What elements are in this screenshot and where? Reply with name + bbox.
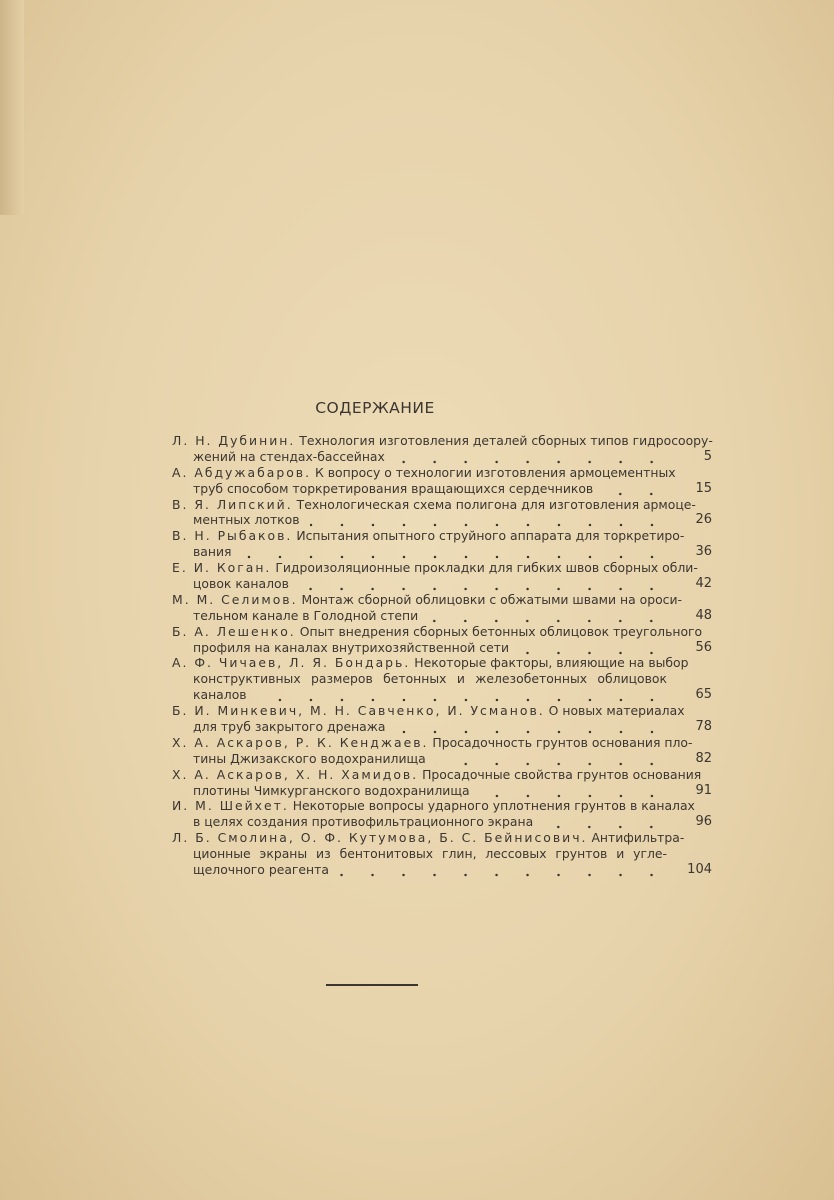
entry-title-text: Просадочность грунтов основания пло- [432,734,693,750]
entry-author: Б. А. Лешенко. [172,623,296,639]
entry-page-number: 26 [695,512,712,528]
entry-page-number: 5 [703,448,712,464]
toc-entry [172,624,712,656]
entry-title-text: О новых материалах [548,703,685,719]
entry-author: Л. Н. Дубинин. [172,433,296,448]
toc-entry-line [172,464,676,481]
entry-author: Х. А. Аскаров, Р. К. Кенджаев. [172,734,429,750]
toc-entry-line [172,734,693,751]
entry-title-text: Просадочные свойства грунтов основания [422,766,702,782]
toc-entry-line [193,671,667,687]
entry-page-number: 91 [695,782,712,798]
dot-leader [436,751,667,767]
entry-title-text: в целях создания противофильтрационного экрана [193,814,534,830]
entry-author: Б. И. Минкевич, М. Н. Савченко, И. Усманов. [172,703,545,719]
entry-title-text: Некоторые вопросы ударного уплотнения грунтов в каналах [292,798,695,814]
toc-entry-line [193,751,667,767]
entry-page-number: 36 [695,544,712,560]
entry-author: А. Абдужабаров. [172,464,312,480]
entry-title-text: ционные экраны из бентонитовых глин, лессовых грунтов и угле- [193,846,667,862]
toc-entry [172,497,712,529]
toc-entry-line [172,591,682,608]
toc-entry [172,798,712,830]
toc-entry [172,560,712,592]
toc-entry-line [193,481,667,497]
entry-title-text: К вопросу о технологии изготовления армоцементных [315,464,676,480]
dot-leader [519,640,667,656]
dot-leader [242,544,667,560]
entry-title-text: Антифильтра- [591,830,685,846]
dot-leader [543,814,667,830]
entry-page-number: 82 [695,750,712,766]
dot-leader [310,512,667,528]
entry-page-number: 65 [695,687,712,703]
toc-entry-line [193,719,667,735]
table-of-contents [172,433,712,878]
entry-page-number: 96 [695,814,712,830]
entry-page-number: 78 [695,719,712,735]
toc-entry-line [172,655,689,671]
toc-entry-line [193,862,667,878]
entry-title-text: цовок каналов [193,576,289,592]
entry-title-text: щелочного реагента [193,862,329,878]
toc-entry-line [172,830,685,846]
entry-title-text: Монтаж сборной облицовки с обжатыми швами на ороси- [301,591,682,607]
entry-author: В. Я. Липский. [172,496,293,512]
entry-title-text: плотины Чимкурганского водохранилища [193,782,470,798]
entry-title-text: Технологическая схема полигона для изготовления армоце- [296,496,696,512]
toc-entry-line [193,544,667,560]
entry-author: Л. Б. Смолина, О. Ф. Кутумова, Б. С. Бейнисович. [172,830,588,846]
toc-entry-line [193,576,667,592]
toc-entry-line [193,449,667,465]
entry-title-text: Технология изготовления деталей сборных типов гидросоору- [299,433,713,448]
entry-page-number: 15 [695,480,712,496]
dot-leader [428,608,667,624]
toc-entry-line [172,433,713,449]
toc-entry-line [193,846,667,862]
page-edge-shadow [0,0,24,215]
entry-title-text: каналов [193,687,247,703]
toc-entry-line [172,496,696,513]
toc-entry-line [193,640,667,656]
toc-entry-line [172,528,685,544]
dot-leader [603,481,667,497]
dot-leader [339,862,667,878]
entry-author: Е. И. Коган. [172,560,272,576]
toc-entry-line [172,560,698,576]
entry-page-number: 42 [695,576,712,592]
entry-author: А. Ф. Чичаев, Л. Я. Бондарь. [172,655,411,671]
dot-leader [396,719,667,735]
entry-title-text: конструктивных размеров бетонных и железобетонных облицовок [193,671,667,687]
toc-entry [172,433,712,465]
entry-title-text: ментных лотков [193,512,300,528]
entry-author: И. М. Шейхет. [172,798,289,814]
entry-title-text: Испытания опытного струйного аппарата для торкретиро- [296,528,685,544]
entry-title-text: жений на стендах-бассейнах [193,448,385,464]
toc-entry-line [172,703,685,719]
toc-entry-line [193,687,667,703]
entry-author: Х. А. Аскаров, Х. Н. Хамидов. [172,766,419,782]
toc-entry [172,735,712,767]
entry-page-number: 56 [695,639,712,655]
entry-page-number: 104 [687,862,712,878]
toc-entry [172,528,712,560]
entry-title-text: Некоторые факторы, влияющие на выбор [414,655,689,671]
entry-page-number: 48 [695,607,712,623]
entry-title-text: тельном канале в Голодной степи [193,607,419,623]
toc-entry-line [172,766,702,783]
entry-title-text: тины Джизакского водохранилища [193,750,426,766]
toc-entry [172,592,712,624]
entry-author: В. Н. Рыбаков. [172,528,293,544]
entry-title-text: для труб закрытого дренажа [193,719,386,735]
entry-title-text: профиля на каналах внутрихозяйственной сети [193,639,510,655]
dot-leader [257,687,667,703]
toc-entry-line [193,608,667,624]
dot-leader [395,449,667,465]
entry-title-text: Опыт внедрения сборных бетонных облицовок треугольного [299,623,703,639]
toc-entry [172,655,712,703]
toc-entry-line [172,798,695,814]
toc-entry [172,465,712,497]
dot-leader [480,783,667,799]
toc-entry-line [193,814,667,830]
closing-rule [326,984,418,986]
toc-entry-line [193,512,667,528]
toc-entry-line [172,623,703,640]
entry-title-text: Гидроизоляционные прокладки для гибких швов сборных обли- [275,560,698,576]
entry-title-text: труб способом торкретирования вращающихся сердечников [193,480,594,496]
dot-leader [299,576,667,592]
toc-entry-line [193,783,667,799]
entry-title-text: вания [193,544,232,560]
toc-entry [172,830,712,878]
entry-author: М. М. Селимов. [172,591,298,607]
toc-entry [172,703,712,735]
toc-entry [172,767,712,799]
toc-heading: СОДЕРЖАНИЕ [315,399,435,417]
